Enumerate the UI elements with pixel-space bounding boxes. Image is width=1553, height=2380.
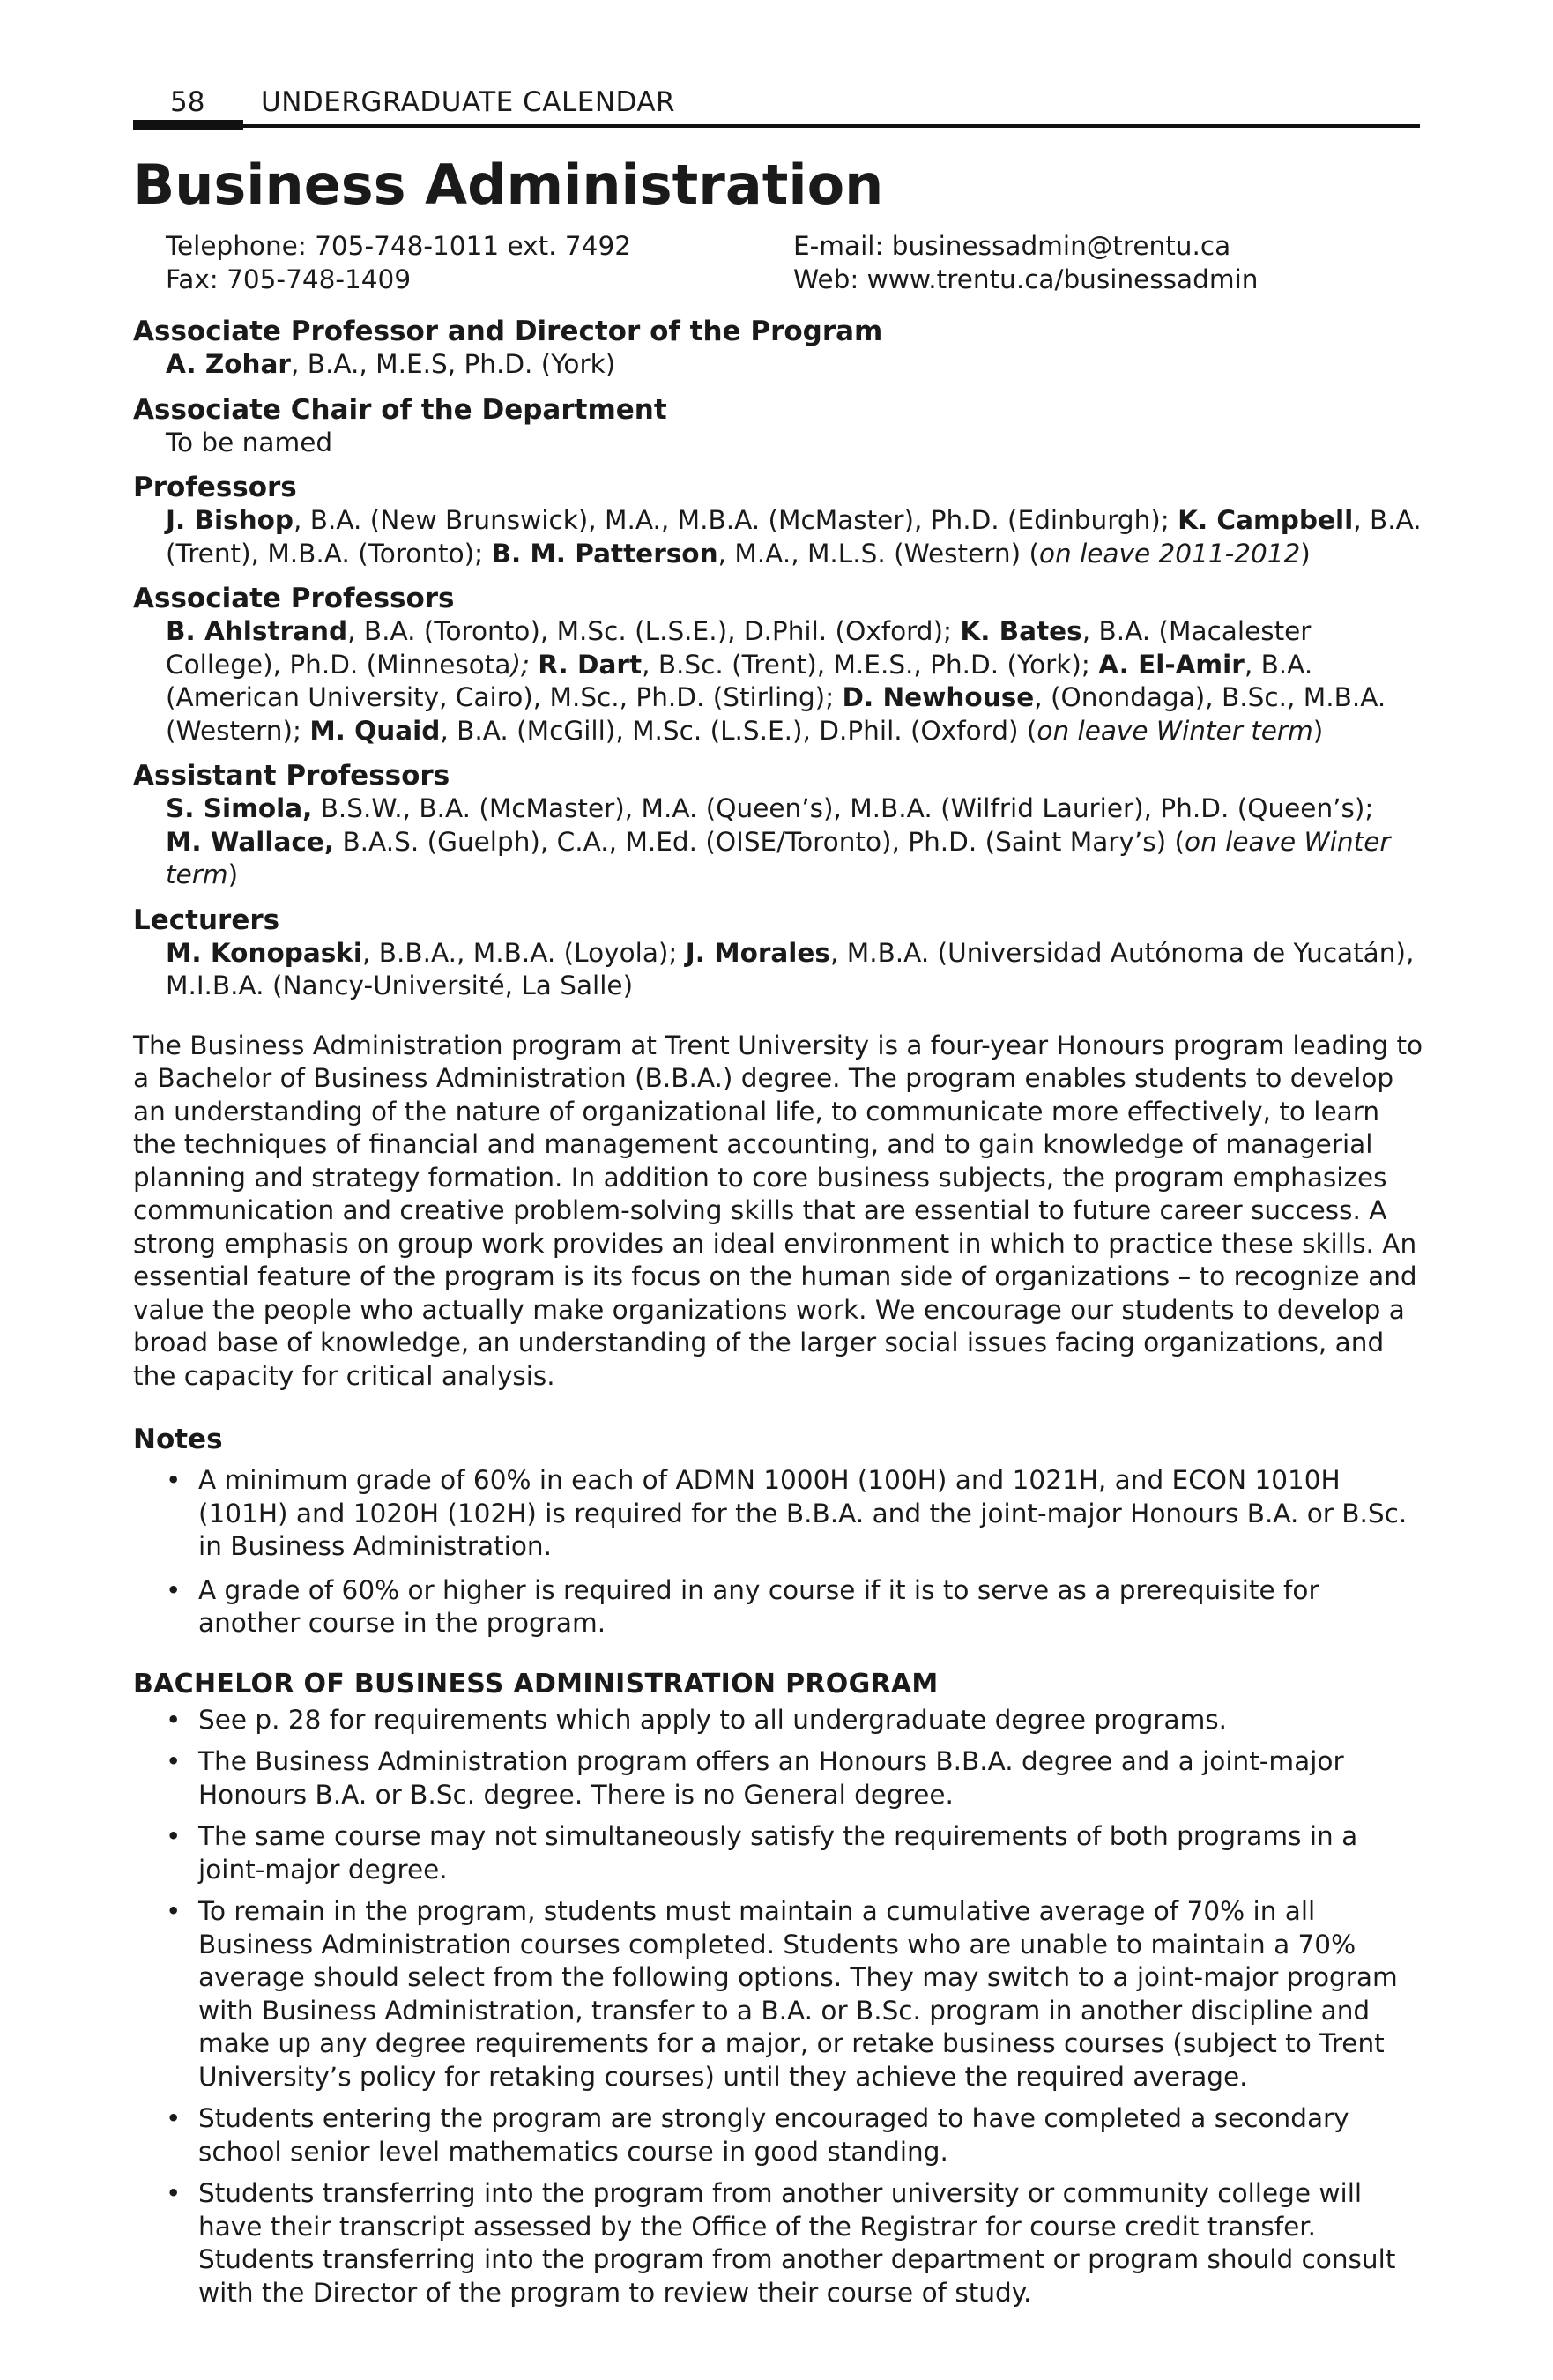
bba-requirements-list bbox=[133, 1704, 1429, 2310]
professors-section bbox=[133, 471, 1429, 570]
faculty-credentials: B.S.W., B.A. (McMaster), M.A. (Queen’s), M.B.A. (Wilfrid Laurier), Ph.D. (Queen’s); bbox=[312, 793, 1374, 823]
list-item bbox=[133, 1895, 1429, 2094]
requirement-text: The Business Administration program offers an Honours B.B.A. degree and a joint-major Honours B.A. or B.Sc. degree. There is no General degree. bbox=[198, 1746, 1344, 1810]
email: E-mail: businessadmin@trentu.ca bbox=[793, 231, 1231, 261]
faculty-name: B. Ahlstrand bbox=[166, 616, 348, 646]
faculty-credentials: , B.A. (Macalester College), Ph.D. (Minnesota bbox=[166, 616, 1312, 680]
bba-program-heading: BACHELOR OF BUSINESS ADMINISTRATION PROGRAM bbox=[133, 1668, 939, 1699]
faculty-credentials: , B.B.A., M.B.A. (Loyola); bbox=[362, 937, 686, 968]
bullet-icon: • bbox=[166, 1821, 182, 1851]
director-heading: Associate Professor and Director of the Program bbox=[133, 316, 883, 347]
list-item bbox=[133, 1820, 1429, 1886]
director-credentials: , B.A., M.E.S, Ph.D. (York) bbox=[290, 349, 616, 379]
leave-note: on leave Winter term bbox=[166, 826, 1391, 889]
leave-note: on leave Winter term bbox=[1037, 715, 1313, 746]
header-tab-marker bbox=[133, 120, 243, 130]
associate-professors-section bbox=[133, 582, 1429, 747]
list-item bbox=[133, 2102, 1429, 2168]
faculty-credentials: , B.A. (McGill), M.Sc. (L.S.E.), D.Phil. (Oxford) ( bbox=[440, 715, 1037, 746]
assistant-professors-heading: Assistant Professors bbox=[133, 760, 450, 792]
running-title: UNDERGRADUATE CALENDAR bbox=[261, 86, 676, 118]
chair-entry: To be named bbox=[166, 427, 333, 457]
closing-paren: ) bbox=[1312, 715, 1324, 746]
associate-professors-heading: Associate Professors bbox=[133, 583, 455, 614]
bullet-icon: • bbox=[166, 1704, 182, 1735]
faculty-name: S. Simola, bbox=[166, 793, 313, 823]
faculty-name: M. Wallace, bbox=[166, 826, 335, 857]
leave-note: on leave 2011-2012 bbox=[1038, 538, 1301, 569]
lecturers-heading: Lecturers bbox=[133, 904, 280, 936]
requirement-text: Students entering the program are strongly encouraged to have completed a secondary school senior level mathematics course in good standing. bbox=[198, 2103, 1349, 2167]
faculty-name: M. Quaid bbox=[309, 715, 441, 746]
list-item bbox=[133, 2177, 1429, 2309]
requirement-text: The same course may not simultaneously satisfy the requirements of both programs in a joint-major degree. bbox=[198, 1821, 1358, 1885]
faculty-name: M. Konopaski bbox=[166, 937, 363, 968]
faculty-name: D. Newhouse bbox=[842, 682, 1035, 712]
page-title: Business Administration bbox=[133, 152, 884, 217]
notes-heading: Notes bbox=[133, 1424, 223, 1455]
list-item bbox=[133, 1574, 1429, 1640]
closing-paren: ) bbox=[1300, 538, 1311, 569]
faculty-name: R. Dart bbox=[538, 649, 643, 680]
faculty-credentials: , B.A. (New Brunswick), M.A., M.B.A. (McMaster), Ph.D. (Edinburgh); bbox=[294, 505, 1178, 535]
notes-list bbox=[133, 1464, 1429, 1640]
running-header bbox=[133, 81, 1420, 134]
bullet-icon: • bbox=[166, 1465, 182, 1495]
bullet-icon: • bbox=[166, 2178, 182, 2208]
faculty-credentials: , B.Sc. (Trent), M.E.S., Ph.D. (York); bbox=[642, 649, 1099, 680]
faculty-credentials: B.A.S. (Guelph), C.A., M.Ed. (OISE/Toronto), Ph.D. (Saint Mary’s) ( bbox=[334, 826, 1185, 857]
faculty-credentials: , B.A. (Trent), M.B.A. (Toronto); bbox=[166, 505, 1422, 569]
bullet-icon: • bbox=[166, 2103, 182, 2133]
professors-list bbox=[133, 504, 1429, 570]
bullet-icon: • bbox=[166, 1574, 182, 1605]
bullet-icon: • bbox=[166, 1746, 182, 1776]
note-text: A grade of 60% or higher is required in any course if it is to serve as a prerequisite for another course in the program. bbox=[198, 1574, 1319, 1638]
faculty-credentials: , B.A. (Toronto), M.Sc. (L.S.E.), D.Phil. (Oxford); bbox=[347, 616, 961, 646]
assistant-professors-section bbox=[133, 759, 1429, 892]
requirement-text: See p. 28 for requirements which apply to all undergraduate degree programs. bbox=[198, 1704, 1228, 1735]
director-name: A. Zohar bbox=[166, 349, 291, 379]
faculty-name: J. Morales bbox=[685, 937, 830, 968]
faculty-name: J. Bishop bbox=[166, 505, 294, 535]
fax: Fax: 705-748-1409 bbox=[166, 264, 412, 294]
assistant-professor-entry bbox=[133, 826, 1429, 892]
lecturers-list bbox=[133, 937, 1429, 1003]
list-item bbox=[133, 1745, 1429, 1811]
program-description: The Business Administration program at Trent University is a four-year Honours program leading to a Bachelor of Business Administration (B.B.A.) degree. The program enables students to develop an understanding of the nature of organizational life, to communicate more effectively, to learn the techniques of financial and management accounting, and to gain knowledge of managerial planning and strategy formation. In addition to core business subjects, the program emphasizes communication and creative problem-solving skills that are essential to future career success. A strong emphasis on group work provides an ideal environment in which to practice these skills. An essential feature of the program is its focus on the human side of organizations – to recognize and value the people who actually make organizations work. We encourage our students to develop a broad base of knowledge, an understanding of the larger social issues facing organizations, and the capacity for critical analysis. bbox=[133, 1030, 1423, 1391]
faculty-credentials: , M.B.A. (Universidad Autónoma de Yucatán), M.I.B.A. (Nancy-Université, La Salle) bbox=[166, 937, 1415, 1000]
closing-paren: ); bbox=[510, 649, 539, 680]
contact-phone-block bbox=[166, 229, 631, 296]
note-text: A minimum grade of 60% in each of ADMN 1000H (100H) and 1021H, and ECON 1010H (101H) and 1020H (102H) is required for the B.B.A. and the joint-major Honours B.A. or B.Sc. in Business Administration. bbox=[198, 1465, 1408, 1561]
faculty-credentials: , M.A., M.L.S. (Western) ( bbox=[717, 538, 1039, 569]
faculty-name: B. M. Patterson bbox=[491, 538, 718, 569]
contact-online-block bbox=[793, 229, 1258, 296]
faculty-name: K. Bates bbox=[960, 616, 1082, 646]
list-item bbox=[133, 1464, 1429, 1564]
faculty-credentials: , B.A. (American University, Cairo), M.Sc., Ph.D. (Stirling); bbox=[166, 649, 1313, 712]
list-item bbox=[133, 1704, 1429, 1737]
website: Web: www.trentu.ca/businessadmin bbox=[793, 264, 1259, 294]
director-section bbox=[133, 315, 1429, 382]
closing-paren: ) bbox=[227, 859, 239, 889]
associate-professors-list bbox=[133, 615, 1429, 747]
faculty-name: A. El-Amir bbox=[1098, 649, 1245, 680]
professors-heading: Professors bbox=[133, 472, 297, 503]
requirement-text: Students transferring into the program from another university or community college will have their transcript assessed by the Office of the Registrar for course credit transfer. Students transferring into the program from another department or program should consult with the Director of the program to review their course of study. bbox=[198, 2178, 1396, 2308]
assistant-professor-entry bbox=[133, 792, 1429, 826]
chair-section bbox=[133, 393, 1429, 460]
page-number: 58 bbox=[170, 86, 205, 118]
main-content bbox=[133, 315, 1429, 2318]
requirement-text: To remain in the program, students must maintain a cumulative average of 70% in all Business Administration courses completed. Students who are unable to maintain a 70% average should select from the following options. They may switch to a joint-major program with Business Administration, transfer to a B.A. or B.Sc. program in another discipline and make up any degree requirements for a major, or retake business courses (subject to Trent University’s policy for retaking courses) until they achieve the required average. bbox=[198, 1896, 1398, 2092]
lecturers-section bbox=[133, 904, 1429, 1003]
header-rule bbox=[133, 124, 1420, 128]
chair-heading: Associate Chair of the Department bbox=[133, 393, 667, 426]
director-entry bbox=[133, 348, 1429, 382]
faculty-name: K. Campbell bbox=[1178, 505, 1354, 535]
faculty-credentials: , (Onondaga), B.Sc., M.B.A. (Western); bbox=[166, 682, 1386, 746]
bullet-icon: • bbox=[166, 1896, 182, 1926]
telephone: Telephone: 705-748-1011 ext. 7492 bbox=[166, 231, 631, 261]
